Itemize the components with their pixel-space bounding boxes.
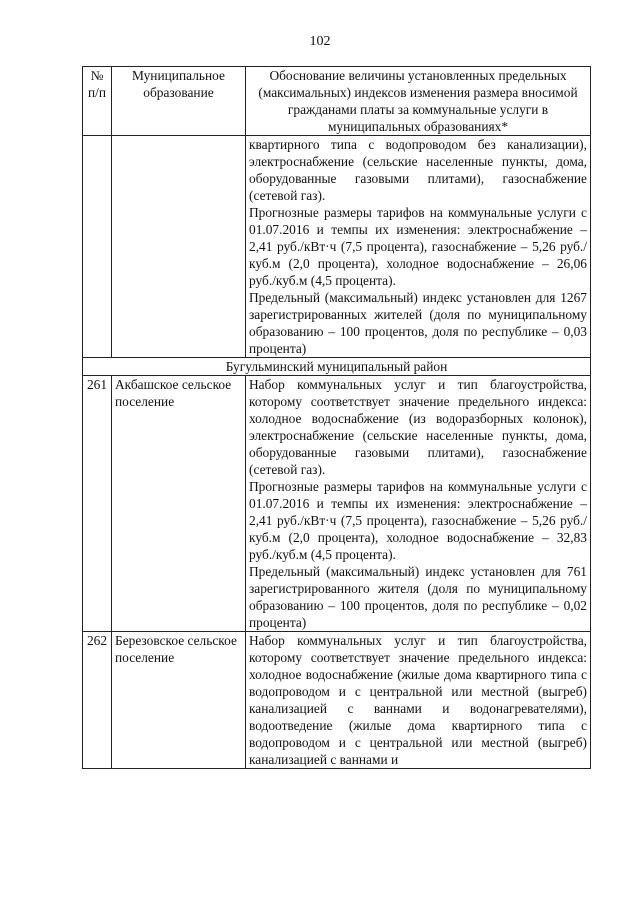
row-justification (246, 136, 591, 358)
justification-paragraph: Набор коммунальных услуг и тип благоустройства, которому соответствует значение предельного индекса: холодное водоснабжение (из водоразборных колонок), электроснабжение (сельские населенные пункты, дома, оборудованные газовыми плитами), газоснабжение (сетевой газ). (249, 377, 587, 477)
row-justification (246, 376, 591, 632)
table-row-continuation (83, 136, 591, 358)
justification-paragraph: Прогнозные размеры тарифов на коммунальные услуги с 01.07.2016 и темпы их изменения: электроснабжение – 2,41 руб./кВт·ч (7,5 процента), газоснабжение – 5,26 руб./куб.м (2,0 процента), холодное водоснабжение – 26,06 руб./куб.м (4,5 процента). (249, 205, 587, 288)
row-municipality: Березовское сельское поселение (112, 632, 246, 769)
table-header-row (83, 67, 591, 136)
header-num: № п/п (83, 67, 112, 136)
justification-paragraph: квартирного типа с водопроводом без канализации), электроснабжение (сельские населенные пункты, дома, оборудованные газовыми плитами), газоснабжение (сетевой газ). (249, 137, 587, 203)
district-row (83, 358, 591, 376)
row-municipality: Акбашское сельское поселение (112, 376, 246, 632)
table-row (83, 632, 591, 769)
row-num: 261 (83, 376, 112, 632)
row-municipality (112, 136, 246, 358)
justification-paragraph: Набор коммунальных услуг и тип благоустройства, которому соответствует значение предельного индекса: холодное водоснабжение (жилые дома квартирного типа с водопроводом и с центральной или местной (выгреб) канализацией с ваннами и водонагревателями), водоотведение (жилые дома квартирного типа с водопроводом и с центральной или местной (выгреб) канализацией с ваннами и (249, 633, 587, 767)
row-justification (246, 632, 591, 769)
row-num: 262 (83, 632, 112, 769)
header-municipality: Муниципальное образование (112, 67, 246, 136)
tariff-index-table (82, 66, 591, 769)
district-name: Бугульминский муниципальный район (83, 358, 591, 376)
table-row (83, 376, 591, 632)
row-num (83, 136, 112, 358)
justification-paragraph: Прогнозные размеры тарифов на коммунальные услуги с 01.07.2016 и темпы их изменения: электроснабжение – 2,41 руб./кВт·ч (7,5 процента), газоснабжение – 5,26 руб./куб.м (2,0 процента), холодное водоснабжение – 32,83 руб./куб.м (4,5 процента). (249, 479, 587, 562)
header-justification: Обоснование величины установленных предельных (максимальных) индексов изменения размера вносимой гражданами платы за коммунальные услуги в муниципальных образованиях* (246, 67, 591, 136)
justification-paragraph: Предельный (максимальный) индекс установлен для 761 зарегистрированного жителя (доля по муниципальному образованию – 100 процентов, доля по республике – 0,02 процента) (249, 564, 587, 630)
page-number: 102 (309, 34, 331, 49)
justification-paragraph: Предельный (максимальный) индекс установлен для 1267 зарегистрированных жителей (доля по муниципальному образованию – 100 процентов, доля по республике – 0,03 процента) (249, 290, 587, 356)
